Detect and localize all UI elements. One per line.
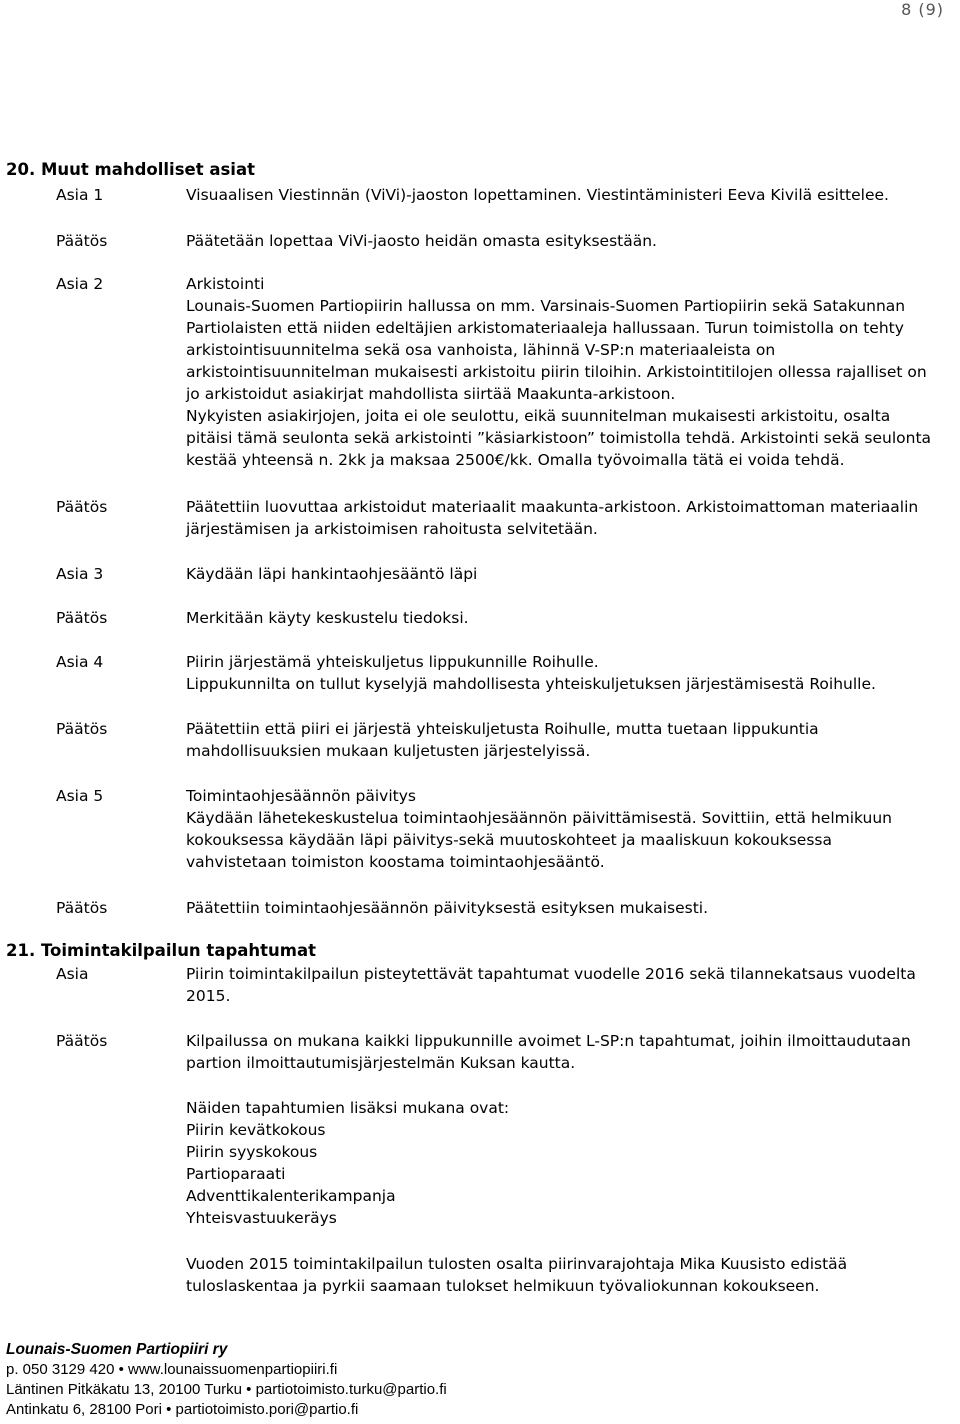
list-item: Piirin kevätkokous — [186, 1121, 326, 1139]
asia-1-label: Asia 1 — [56, 186, 104, 204]
asia-4-label: Asia 4 — [56, 653, 104, 671]
asia-4-text: Piirin järjestämä yhteiskuljetus lippukunnille Roihulle. Lippukunnilta on tullut kyselyjä mahdollisesta yhteiskuljetuksen järjestämisestä Roihulle. — [186, 653, 876, 693]
list-item: Yhteisvastuukeräys — [186, 1209, 337, 1227]
paatos-4-label: Päätös — [56, 720, 108, 738]
footer-org-name: Lounais-Suomen Partiopiiri ry — [6, 1341, 228, 1358]
paatos-21-label: Päätös — [56, 1032, 108, 1050]
asia-3-label: Asia 3 — [56, 565, 104, 583]
paatos-2-text: Päätettiin luovuttaa arkistoidut materiaalit maakunta-arkistoon. Arkistoimattoman materiaalin järjestämisen ja arkistoimisen rahoitusta selvitetään. — [186, 498, 919, 538]
events-intro: Näiden tapahtumien lisäksi mukana ovat: — [186, 1099, 510, 1117]
paatos-5-label: Päätös — [56, 899, 108, 917]
asia-3-text: Käydään läpi hankintaohjesääntö läpi — [186, 565, 478, 583]
paatos-1-text: Päätetään lopettaa ViVi-jaosto heidän omasta esityksestään. — [186, 232, 657, 250]
footer-contact: p. 050 3129 420 • www.lounaissuomenpartiopiiri.fi — [6, 1361, 338, 1378]
footer-address-pori: Antinkatu 6, 28100 Pori • partiotoimisto.pori@partio.fi — [6, 1401, 359, 1418]
asia-5-label: Asia 5 — [56, 787, 104, 805]
paatos-21-text: Kilpailussa on mukana kaikki lippukunnille avoimet L-SP:n tapahtumat, joihin ilmoittaudutaan partion ilmoittautumisjärjestelmän Kuksan kautta. — [186, 1032, 911, 1072]
paatos-5-text: Päätettiin toimintaohjesäännön päivityksestä esityksen mukaisesti. — [186, 899, 709, 917]
paatos-3-label: Päätös — [56, 609, 108, 627]
asia-2-label: Asia 2 — [56, 275, 104, 293]
asia-21-label: Asia — [56, 965, 89, 983]
paatos-4-text: Päätettiin että piiri ei järjestä yhteiskuljetusta Roihulle, mutta tuetaan lippukuntia mahdollisuuksien mukaan kuljetusten järjestelyissä. — [186, 720, 819, 760]
asia-2-text: Arkistointi Lounais-Suomen Partiopiirin hallussa on mm. Varsinais-Suomen Partiopiirin sekä Satakunnan Partiolaisten että niiden edeltäjien arkistomateriaaleja hallussaan. Turun toimistolla on tehty arkistointisuunnitelma sekä osa vanhoista, lähinnä V-SP:n materiaaleista on arkistointisuunnitelman mukaisesti arkistoitu piirin tiloihin. Arkistointitilojen ollessa rajalliset on jo arkistoidut asiakirjat mahdollista siirtää Maakunta-arkistoon. Nykyisten asiakirjojen, joita ei ole seulottu, eikä suunnitelman mukaisesti arkistoitu, osalta pitäisi tämä seulonta sekä arkistointi ”käsiarkistoon” toimistolla tehdä. Arkistointi sekä seulonta kestää yhteensä n. 2kk ja maksaa 2500€/kk. Omalla työvoimalla tätä ei voida tehdä. — [186, 275, 932, 469]
asia-5-text: Toimintaohjesäännön päivitys Käydään lähetekeskustelua toimintaohjesäännön päivittämisestä. Sovittiin, että helmikuun kokouksessa käydään läpi päivitys-sekä muutoskohteet ja maaliskuun kokouksessa vahvistetaan toimiston koostama toimintaohjesääntö. — [186, 787, 893, 871]
paatos-1-label: Päätös — [56, 232, 108, 250]
paatos-3-text: Merkitään käyty keskustelu tiedoksi. — [186, 609, 469, 627]
events-list — [186, 1097, 956, 1229]
page-number: 8 (9) — [901, 0, 944, 19]
footer-address-turku: Läntinen Pitkäkatu 13, 20100 Turku • partiotoimisto.turku@partio.fi — [6, 1381, 447, 1398]
paatos-2-label: Päätös — [56, 498, 108, 516]
section-20-heading: 20. Muut mahdolliset asiat — [6, 160, 255, 179]
list-item: Adventtikalenterikampanja — [186, 1187, 396, 1205]
list-item: Piirin syyskokous — [186, 1143, 318, 1161]
asia-1-text: Visuaalisen Viestinnän (ViVi)-jaoston lopettaminen. Viestintäministeri Eeva Kivilä esittelee. — [186, 186, 889, 204]
closing-paragraph: Vuoden 2015 toimintakilpailun tulosten osalta piirinvarajohtaja Mika Kuusisto edistää tuloslaskentaa ja pyrkii saamaan tulokset helmikuun työvaliokunnan kokoukseen. — [186, 1255, 848, 1295]
list-item: Partioparaati — [186, 1165, 286, 1183]
section-21-heading: 21. Toimintakilpailun tapahtumat — [6, 941, 316, 960]
asia-21-text: Piirin toimintakilpailun pisteytettävät tapahtumat vuodelle 2016 sekä tilannekatsaus vuodelta 2015. — [186, 965, 916, 1005]
